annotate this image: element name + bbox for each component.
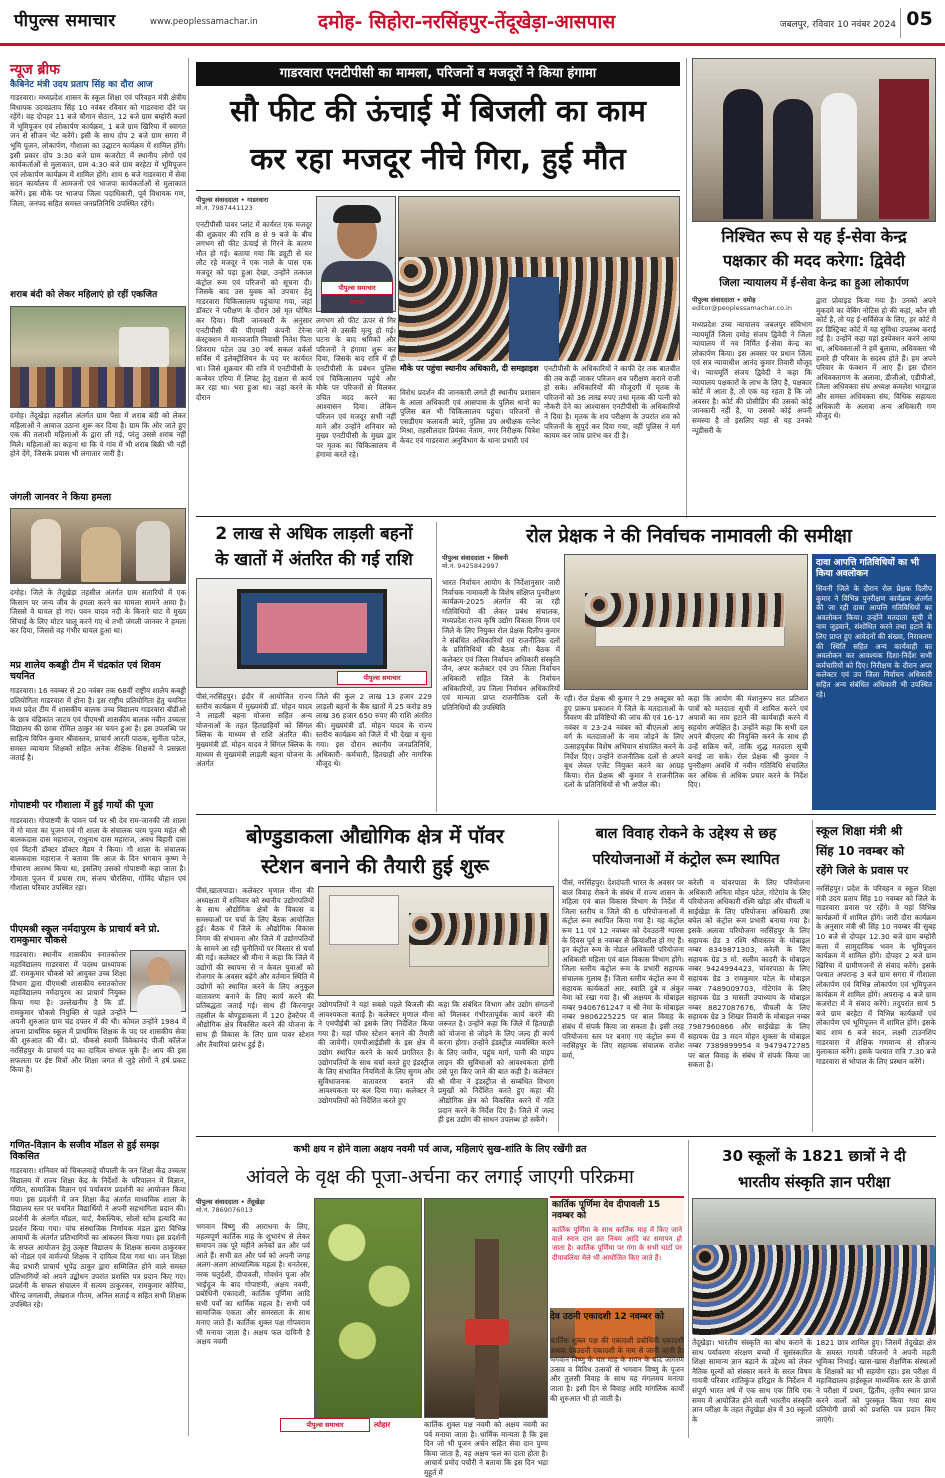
minister-headline-2: सिंह 10 नवम्बर को xyxy=(816,844,905,858)
amla-logo: पीपुल्स समाचार xyxy=(306,1421,344,1429)
masthead xyxy=(0,0,945,46)
brief2-body: दमोह। तेंदूखेड़ा तहसील अंतर्गत ग्राम पैसा में शराब बंदी को लेकर महिलाओं ने आवाज उठाना शुरू कर दिया है। ग्राम कि ओर जाते हुए एक की तलाशी महिलाओं के द्वारा ली गई, परंतु उससे शराब नहीं मिले। महिलाओं का कहना था कि ये गांव में भी शराब बिक्री भी नहीं होने देंगे, जिसके प्रयास भी लगातार जारी है। xyxy=(10,411,186,459)
child-col2: करेली व चांवरपाठा के लिए परियोजना अधिकारी अनिता मोहन पटेल, गोटेगांव के लिए परियोजना अधिकारी रश्मि खोड़ा और चीचली व साईखेड़ा के लिए परियोजना अधिकारी उषा बघेल को कंट्रोल रूम प्रभारी बनाया गया है। इसके अलावा परियोजना नरसिंहपुर के लिए सहायक ग्रेड 3 रश्मि श्रीवास्तव के मोबाइल नम्बर 8349871303, करेली के लिए सहायक ग्रेड 3 मो. सलीम कादरी के मोबाइल नम्बर 9424994423, चांवरपाठा के लिए सहायक ग्रेड 3 रामकुमार पटेल के मोबाइल नम्बर 7489009703, गोटेगांव के लिए सहायक ग्रेड 3 मासती उपाध्याय के मोबाइल नम्बर 8827087676, चीचली के लिए सहायक ग्रेड 3 शिखर तिवारी के मोबाइल नम्बर 7987960866 और साईखेड़ा के लिए सहायक ग्रेड 3 मदन मोहन शुक्ला के मोबाइल नम्बर 7389899954 व 9479472785 पर बाल विवाह के संबंध में संपर्क किया जा सकता है। xyxy=(688,878,810,1070)
brief1-head: कैबिनेट मंत्री उदय प्रताप सिंह का दौरा आज xyxy=(10,80,153,90)
court-byline-name: पीपुल्स संवाददाता • दमोह xyxy=(692,296,756,304)
lead-photo-logo: पीपुल्स समाचार xyxy=(321,281,393,295)
court-col1: मध्यप्रदेश उच्च न्यायालय जबलपुर संविभाग न्यायमूर्ति जिला दमोह संजय द्विवेदी ने जिला न्यायालय में नव निर्मित ई-सेवा केन्द्र का लोकार्पण किया। इस अवसर पर प्रधान जिला एवं सत्र न्यायाधीश आनंद कुमार तिवारी मौजूद थे। न्यायमूर्ति संजय द्विवेदी ने कहा कि न्यायालय पक्षकारों के लाभ के लिए है, पक्षकार कोर्ट में आता है, तो एक यह रहता है कि जो अवसर है। कोर्ट की प्रोसीडिंग की उसको कोई जानकारी नहीं है, या उसको कोई अपनी समस्या है तो इसलिए यहां से यह उनको न्यूडीसरी के xyxy=(692,320,812,435)
lead-col4: एनटीपीसी के अधिकारियों ने काफी देर तक बातचीत की तब कहीं जाकर परिजन शव परीक्षण कराने राजी हो सके। अधिकारियों की मौजूदगी में मृतक के परिजनों को 36 लाख रुपए तथा मृतक की पत्नी को नौकरी देने का आश्वासन एनटीपीसी के अधिकारियों ने दिया है। मृतक के शव परीक्षण के उपरांत शव को परिजनों के सुपुर्द कर दिया गया, वहीं पुलिस ने मर्ग कायम कर जांच प्रारंभ कर दी है। xyxy=(544,364,680,441)
lead-col3: विरोध प्रदर्शन की जानकारी लगते ही स्थानीय प्रशासन के आला अधिकारी एवं आसपास के पुलिस थानों का पुलिस बल भी चिकित्सालय पहुंचा। परिजनों से एसडीएम कलावती ब्यारे, पुलिस उप अधीक्षक रत्नेश मिश्रा, तहसीलदार प्रियंका नेताम, नगर निरीक्षक चित्रेश केवट एवं गाडरवारा अनुविभाग के थाना प्रभारी एवं xyxy=(400,388,540,445)
exam-col2: 1821 छात्र शामिल हुए। जिसमें तेंदूखेड़ा क्षेत्र के समस्त गायत्री परिजनों ने अपनी महती भूमिका निभाई। खास-खास शैक्षणिक संस्थाओं के शिक्षकों का भी सहयोग रहा। इस परीक्षा में महाविद्यालय हाईस्कूल माध्यमिक स्तर के छात्रों ने परीक्षा में प्रथम, द्वितीय, तृतीय स्थान प्राप्त करने वालों को पुरस्कृत किया गया साथ प्रतियोगी छात्रों को प्रशस्ति पत्र प्रदान किए जाएंगे। xyxy=(816,1338,936,1424)
lead-col1: एनटीपीसी पावर प्लांट में कार्यरत एक मजदूर की शुक्रवार की रात्रि 8 से 9 बजे के बीच लगभग सौ फीट ऊंचाई से गिरने के कारण मौत हो गई। बताया गया कि ड्यूटी से घर लौट रहे मजदूर ने एक नाले के पास एक मजदूर को पड़ा हुआ देखा, उन्होंने तत्काल कंट्रोल रूम एवं परिजनों को सूचना दी। जिसके बाद उस युवक को उपचार हेतु गाडरवारा चिकित्सालय पहुंचाया गया, जहां डॉक्टर ने परीक्षण के दौरान उसे मृत घोषित कर दिया। मिली जानकारी के अनुसार एनटीपीसी की पीएमसी कंपनी टेरेन्स कंस्ट्रक्शन में मानवजाति निवासी नितेश पिता शिवराम पटेल उम्र 30 वर्ष सकल वर्कर्स सर्विस में इलेक्ट्रीशियन के पद पर कार्यरत था। जिसे शुक्रवार की रात्रि में एनटीपीसी के कन्वेयर एरिया में लिफ्ट हेतु दक्षता से कार्य कर रहा था। भरा हुआ था। जहां करने के दौरान xyxy=(196,220,312,402)
brief7-head: गणित-विज्ञान के सजीव मॉडल से हुई समझ विकसित xyxy=(10,1140,160,1162)
brief2-head: शराब बंदी को लेकर महिलाएं हो रहीं एकजित xyxy=(10,290,158,300)
brief3-head: जंगली जानवर ने किया हमला xyxy=(10,492,112,503)
roll-mobile: मो.नं. 9425842997 xyxy=(442,562,499,570)
lead-kicker: गाडरवारा एनटीपीसी का मामला, परिजनों व मजदूरों ने किया हंगामा xyxy=(196,62,680,86)
amla-box-body: कार्तिक पूर्णिमा के साथ कार्तिक माह में किए जाने वाले स्नान दान व्रत नियम आदि का समापन हो जाता है। कार्तिक पूर्णिमा पर गंगा के सभी घाटों पर दीपावलिया मेले भी आयोजित किए जाते हैं। xyxy=(552,1226,682,1262)
ladli-photo-logo: पीपुल्स समाचार xyxy=(337,671,427,685)
brief4-head: मप्र शालेय कबड्डी टीम में चंद्रकांत एवं शिवम चयनित xyxy=(10,660,161,682)
roll-box-head: दावा आपत्ति गतिविधियों का भी किया अवलोकन xyxy=(816,558,920,579)
lead-col2: लगभग सौ फीट ऊपर से गिर जाने से उसकी मृत्यु हो गई। घटना के बाद श्रमिकों और परिजनों ने हंगामा शुरू कर दिया, जिसके बाद रात्रि में ही एनटीपीसी के प्रबंधन पुलिस एवं चिकित्सालय पहुंचे और मौके पर परिजनों से मिलकर उचित मदद करने का आश्वासन दिया। लेकिन परिजन एवं मजदूर सभी नहीं माने और उन्होंने शनिवार को मुख्य एनटीपीसी के मुख्य द्वार पर मृतक का चिकित्सालय में हंगामा करते रहे। xyxy=(316,316,396,460)
court-subhead: जिला न्यायालय में ई-सेवा केन्द्र का हुआ लोकार्पण xyxy=(719,277,909,289)
lead-caption-head: मौके पर पहुंचा स्थानीय अधिकारी, दी समझाइश xyxy=(400,364,539,373)
child-col1: पीसं, नरसिंहपुर। देशदंपती भारत के अवसर पर बाल विवाह रोकने के संबंध में राज्य शासन के महिला एवं बाल विकास विभाग के निर्देश में जिला स्तरीय व जिले की 6 परियोजनाओं में कंट्रोल रूम स्थापित किया गया है। यह कंट्रोल रूम 11 एवं 12 नवम्बर को देवउठनी ग्यारस के दिवस पूर्व 8 नवम्बर से क्रियाशील हो गए हैं। इन कंट्रोल रूम के नोडल अधिकारी परियोजना अधिकारी महिला एवं बाल विकास विभाग होंगे। जिला स्तरीय कंट्रोल रूम के प्रभारी सहायक संचालक गुलाब हैं। जिला स्तरीय कंट्रोल रूम में सहायक कार्यकर्ता आर. स्वाति दुबे व अंकुर नेमा को रखा गया है। श्री अक्षयम के मोबाइल नम्बर 9406761247 व श्री नेमा के मोबाइल नम्बर 9806225225 पर बाल विवाह के संबंध में संपर्क किया जा सकता है। इसी तरह परियोजना स्तर पर बनाए गए कंट्रोल रूम में नरसिंहपुर के लिए सहायक संचालक राजेश वर्मा, xyxy=(562,878,684,1060)
roll-byline xyxy=(442,554,560,574)
brief6-head: पीएमश्री स्कूल नर्मदापुरम के प्राचार्य बने प्रो. रामकुमार चौकसे xyxy=(10,924,161,946)
roll-meeting-photo xyxy=(564,554,808,690)
ladli-screen-photo xyxy=(196,578,432,688)
roll-box-body: सिवनी जिले के दौरान रोल प्रेक्षक दिलीप कुमार ने विभिन्न पुनरीक्षण कार्यक्रम अंतर्गत की जा रही दावा आपत्ति गतिविधियों का अवलोकन किया। उन्होंने मतदाता सूची में नाम जुड़वाने, संशोधित करने तथा हटाने के लिए प्राप्त हुए आवेदनों की संख्या, निराकरण की स्थिति सहित अन्य कार्यवाही का अवलोकन कर आवश्यक दिशा-निर्देश सभी कर्मचारियों को दिए। निरीक्षण के दौरान अपर कलेक्टर एवं उप जिला निर्वाचन अधिकारी सहित अन्य संबंधित अधिकारी भी उपस्थित रहे। xyxy=(816,584,932,699)
power-headline-2: स्टेशन बनाने की तैयारी हुई शुरू xyxy=(261,854,489,878)
brief6-body-a xyxy=(10,950,186,1136)
amla-sub-head: देव उठनी एकादशी 12 नवम्बर को xyxy=(550,1312,664,1322)
brief7-body: गाडरवारा। शनिवार को चिकलवाहे चौपाली के जन शिक्षा केंद्र उच्चतर विद्यालय में राज्य शिक्षा केंद्र के निर्देशों के परिपालन में विज्ञान, गणित, सामाजिक विज्ञान एवं पर्यावरण प्रदर्शनी का आयोजन किया गया। इस प्रदर्शनी में जन शिक्षा केंद्र अंतर्गत माध्यमिक शाला के विद्यालय स्तर पर चयनित विद्यार्थियों ने अपनी सहभागिता प्रदान की। प्रदर्शनी के अंतर्गत मॉडल, चार्ट, वैकल्पिक, सोलो स्टोव इत्यादि का प्रदर्शन किया गया। पांच संस्थाजिक निर्णायक मंडल द्वारा विभिन्न आयामों के अंतर्गत प्रतिभागियों का आंकलन किया गया। इस प्रदर्शनी के सफल आयोजन हेतु उत्कृष्ट विद्यालय के शिक्षक सत्यम ठाकुरकर को नोडल एवं वार्मज्यो शिक्षक ने दायित्व दिया गया था। जन शिक्षा केंद्र प्रभारी प्राचार्य भूपेंद्र ठाकुर द्वारा सम्मिलित होने वाले समस्त प्रतिभागियों को अपने उद्बोधन उपरांत प्रशस्ति पत्र प्रदान किए गए। प्रदर्शनी के सफल संचालन में सत्यम ठाकुरकर, रामकुमार कोरिया, धीरेन्द्र जगलावी, लेखराज गौतम, अनिल सताई व सहित सभी शिक्षक उपस्थित रहे। xyxy=(10,1166,186,1310)
lead-rule xyxy=(196,190,680,191)
exam-headline-1: 30 स्कूलों के 1821 छात्रों ने दी xyxy=(722,1147,906,1165)
child-headline-2: परियोजनाओं में कंट्रोल रूम स्थापित xyxy=(592,852,780,868)
place-date: जबलपुर, रविवार 10 नवंबर 2024 xyxy=(779,20,896,30)
left-col-divider xyxy=(188,58,189,1436)
injured-farmer-photo xyxy=(10,508,186,584)
minister-headline-3: रहेंगे जिले के प्रवास पर xyxy=(816,864,909,877)
mid-rule-2 xyxy=(196,814,936,815)
industry-meeting-photo xyxy=(318,886,554,996)
court-byline xyxy=(692,296,812,316)
amla-tag: त्योहार xyxy=(374,1421,391,1429)
amla-byline-name: पीपुल्स संवाददाता • तेंदूखेड़ा xyxy=(196,1198,265,1206)
lead-byline xyxy=(196,196,316,216)
right-col-divider xyxy=(686,58,687,518)
child-minister-divider xyxy=(812,820,813,1132)
ladli-headline-2: के खातों में अंतरित की गई राशि xyxy=(215,550,413,570)
roll-headline: रोल प्रेक्षक ने की निर्वाचक नामावली की समीक्षा xyxy=(526,525,852,547)
court-email: editor@peoplessamachar.co.in xyxy=(692,304,792,312)
brief3-body: दमोह। जिले के तेंदूखेड़ा तहसील अंतर्गत ग्राम सतारियों में एक किसान पर जन्य जीव के हमला करने का मामला सामने आया है। जिससे वे घायल हो गए। पवन यादव नदी के किनारे घाट में मुख्य सिंचाई के लिए मोटर चालू करने गए थे तभी जंगली जानवर ने हमला कर दिया, जिससे वह गंभीर घायल हुआ था। xyxy=(10,588,186,636)
lead-mobile: मो.नं. 7987441123 xyxy=(196,204,253,212)
exam-hall-photo xyxy=(692,1198,936,1334)
minister-body: नरसिंहपुर। प्रदेश के परिवहन व स्कूल शिक्षा मंत्री उदय प्रताप सिंह 10 नवम्बर को जिले के गाडरवारा प्रवास पर रहेंगे। वे यहां विभिन्न कार्यक्रमों में शामिल होंगे। जारी दौरा कार्यक्रम के अनुसार मंत्री श्री सिंह 10 नवम्बर की सुबह 10 बजे से दोपहर 12.30 बजे ग्राम बम्होरी कला में सामुदायिक भवन के भूमिपूजन कार्यक्रम में शामिल होंगे। दोपहर 2 बजे ग्राम खिरिया में ग्रामीणजनों से संवाद करेंगे। इसके पश्चात अपरान्ह 3 बजे ग्राम सगरा में गौशाला लोकार्पण एवं विभिन्न लोकार्पण एवं भूमिपूजन कार्यक्रम में शामिल होंगे। अपरान्ह 4 बजे ग्राम कजरोटा में वे संवाद करेंगे। तदुपरांत सायं 5 बजे ग्राम बरहेटा में विभिन्न कार्यक्रमों एवं लोकार्पण एवं भूमिपूजन में शामिल होंगे। इसके बाद शाम 6 बजे सदन, लक्ष्मी टाउनशिप गाडरवारा में शैक्षिक गणमान्य से सौजन्य मुलाकात करेंगे। इसके पश्चात रात्रि 7.30 बजे गाडरवारा से भोपाल के लिए प्रस्थान करेंगे। xyxy=(816,884,936,1066)
brief4-body: गाडरवारा। 16 नवम्बर से 20 नवंबर तक 68वीं राष्ट्रीय शालेय कबड्डी प्रतियोगिता गाडरवारा में होना है। इस राष्ट्रीय प्रतियोगिता हेतु चयनित मध्य प्रदेश टीम में शासकीय बालक उच्च विद्यालय गाडरवारा बीडीओ के छात्र चंद्रिकांत जाटव एवं पीएमश्री शासकीय बालक नवीन उच्चतर विद्यालय की छात्रा रोमिल ठाकुर का चयन हुआ है। इस उपलब्धि पर साहित्य विपिन कुमार श्रीवास्तव, प्राचार्य आरती पाठक, सुनीता पटेल, समस्त व्यायाम शिक्षकों सहित अनेक शैक्षिक शिक्षकों ने प्रसन्नता जताई है। xyxy=(10,686,186,763)
amla-logo-strip xyxy=(280,1418,370,1432)
amla-mobile: मो.नं. 7869076013 xyxy=(196,1206,253,1214)
court-inauguration-photo xyxy=(692,58,936,222)
page-number: 05 xyxy=(900,8,938,38)
roll-side-box xyxy=(812,554,936,810)
power-col1: पीसं,खातापाडा। कलेक्टर मृणाल मीना की अध्यक्षता में शनिवार को स्थानीय उद्योगपतियों के साथ औद्योगिक क्षेत्रों के विकास व समस्याओं पर चर्चा के लिए बैठक आयोजित हुई। बैठक में जिले के औद्योगिक विकास निगम की संभावना और जिले में उद्योगपतियों के सामने आ रही चुनौतियों पर विस्तार से चर्चा की गई। कलेक्टर श्री मीना ने कहा कि जिले में उद्योगों की स्थापना से न केवल युवाओं को रोजगार के अवसर बढ़ेंगे और वर्तमान स्थिति में उद्योगों को स्थापित करने के लिए अनुकूल वातावरण बनाने के लिए कार्य करने की प्रतिबद्धता जताई गई। साथ ही किरनापुर तहसील के बोण्डुडाकला में 120 हेक्टेयर में औद्योगिक क्षेत्र विकसित करने की योजना के साथ ही विकास के लिए ग्राम पावर स्टेशन और तैयारियां प्रारंभ हुई हैं। xyxy=(196,886,314,1049)
brief5-body: गाडरवारा। गोपाष्टमी के पावन पर्व पर श्री देव राम-जानकी जी शाला में गो माता का पूजन एवं गौ शाला के संचालक परम पूज्य महंत श्री बालकदास दास महाराज, राधुनाथ दास महाराज, अवध बिहारी दास एवं विटनी डॉक्टर डॉक्टर मैडम ने किया। गौ शाला के संचालक बालकदास महाराज ने बताया कि आज के दिन भगवान कृष्ण ने गौचारण आरम्भ किया था, इसलिए उसको गोपाष्टमी कहा जाता है। गौमाता पूजन में प्रयास राम, संजय चौरसिया, गोविंद चौहान एवं गौशाला परिवार उपस्थित रहा। xyxy=(10,816,186,893)
liquor-protest-photo xyxy=(10,306,186,408)
protest-crowd-photo xyxy=(398,196,680,360)
ladli-headline-1: 2 लाख से अधिक लाड़ली बहनों xyxy=(215,524,413,544)
amla-kicker: कभी क्षय न होने वाला अक्षय नवमी पर्व आज, महिलाएं सुख-शांति के लिए रखेंगी व्रत xyxy=(293,1144,587,1155)
amla-col1: भगवान विष्णु की आराधना के लिए, महत्वपूर्ण कार्तिक माह के शुभारंभ से लेकर समापन तक पूरे महीने अनेकों व्रत और पर्व आते हैं। सभी व्रत और पर्व को अपनी जगह अलग-अलग आध्यात्मिक महत्व है। धनतेरस, नरक चतुर्दशी, दीपावली, गोवर्धन पूजा और भाईदूज के बाद गोपाष्टमी, अक्षय नवमी, प्रबोधिनी एकादशी, कार्तिक पूर्णिमा आदि सभी पर्वों का धार्मिक महत्व है। सभी पर्व सामाजिक एकता और समरसता के साथ मनाए जाते हैं। कार्तिक शुक्ल पक्ष गोपवराम भी मनाया जाता है। अक्षय फल दायिनी है अक्षय नवमी xyxy=(196,1222,310,1347)
minister-headline-1: स्कूल शिक्षा मंत्री श्री xyxy=(816,824,903,838)
exam-col1: तेंदूखेड़ा। भारतीय संस्कृति का बोध कराने के साथ पर्यावरण संरक्षण बच्चों में सुसंस्कारित शिक्षा सामान्य ज्ञान बढ़ाने के उद्देश्य को लेकर नैतिक मूल्यों को संस्कार करने के सरल विषय गायत्री परिवार शांतिकुंज हरिद्वार के निर्देशन में संपूर्ण भारत वर्ष में एक साथ एक तिथि एक समय में आयोजित होने वाली भारतीय संस्कृति ज्ञान परीक्षा के तहत तेंदूखेड़ा क्षेत्र में 30 स्कूलों के xyxy=(692,1338,812,1424)
brief1-body: गाडरवारा। मध्यप्रदेश शासन के स्कूल शिक्षा एवं परिवहन मंत्री क्षेत्रीय विधायक उदयप्रताप सिंह 10 नवंबर रविवार को गाडरवारा दौरे पर रहेंगे। वह दोपहर 11 बजे चौगान सेठान, 12 बजे ग्राम बम्होरी कलां में भूमिपूजन एवं लोकार्पण कार्यक्रम, 1 बजे ग्राम खिरिया में स्वागत जन से सीजन भेंट करेंगे। इसी के साथ दोप 2 बजे ग्राम सगरा में भूमि पूजन, लोकार्पण, गौशाला का उद्घाटन कार्यक्रम में शामिल होंगे।इसी प्रकार दोप 3:30 बजे ग्राम कजरोटा में स्थानीय लोगों एवं कार्यकर्ताओं से मुलाकात, ग्राम 4:30 बजे ग्राम बरहेटा में भूमिपूजन एवं लोकार्पण कार्यक्रम में शामिल होंगे। शाम 6 बजे गाडरवारा में सेवा सदन कार्यालय में आमजनों एवं भाजपा कार्यकर्ताओं से मुलाकात करेंगे। इस मौके पर भाजपा जिला पदाधिकारी, पूर्व विधायक गण, जिला, जनपद सहित समस्त जनप्रतिनिधि उपस्थित रहेंगे। xyxy=(10,93,186,208)
lead-headline-2: कर रहा मजदूर नीचे गिरा, हुई मौत xyxy=(250,142,626,177)
mid-rule-1 xyxy=(196,516,936,517)
roll-col3: कहा कि आयोग की मंशानुरूप सत प्रतिशत पात्रों को मतदाता सूची में शामिल करने एवं अपात्रों का नाम हटाने की कार्यवाही करने में सहयोग अपेक्षित है। उन्होंने कहा कि सभी दल अपने बीएलए की नियुक्ति करने के साथ ही उन्हें सक्रिय करें, ताकि शुद्ध मतदाता सूची बनाई जा सके। रोल प्रेक्षक श्री कुमार ने पुनरीक्षण अवधि में नवीन गतिविधि संचालित कर अधिक से अधिक प्रचार करने के निर्देश दिए। xyxy=(688,694,808,790)
child-headline-1: बाल विवाह रोकने के उद्देश्य से छह xyxy=(595,826,777,842)
principal-portrait xyxy=(130,950,186,1012)
amla-byline xyxy=(196,1198,314,1218)
mid-rule-3 xyxy=(196,1136,936,1137)
lead-headline-1: सौ फीट की ऊंचाई में बिजली का काम xyxy=(230,94,646,129)
power-headline-1: बोण्डुडाकला औद्योगिक क्षेत्र में पॉवर xyxy=(246,824,504,848)
power-child-divider xyxy=(558,820,559,1132)
roll-byline-name: पीपुल्स संवाददाता • सिवनी xyxy=(442,554,509,562)
amla-exam-divider xyxy=(688,1140,689,1438)
court-headline-2: पक्षकार की मदद करेगा: द्विवेदी xyxy=(722,251,906,270)
ladli-roll-divider xyxy=(436,522,437,812)
power-col2: उद्योगपतियों ने यहां सबसे पहले बिजली की आवश्यकता बताई है। कलेक्टर मृणाल मीना ने एमपीईबी को इसके लिए निर्देशित किया गया है। यहां पॉवर स्टेशन बनाने की तैयारी की जायेगी। एमपीआईडीसी के इस क्षेत्र में उद्योग स्थापित करने के कार्य प्रगतिरत हैं। उद्योगपतियों के साथ चर्चा करते हुए इंडस्ट्रीज के लिए संभावित नियमितों के लिए सुगम और सुविधाजनक वातावरण बनाने की आवश्यकता पर बल दिया गया। कलेक्टर ने उद्योगपतियों को निर्देशित करते हुए xyxy=(318,1000,434,1105)
power-col3: कहा कि संबंधित विभाग और उद्योग संगठनों को मिलकर गंभीरतापूर्वक कार्य करने की जरूरत है। उन्होंने कहा कि जिले में हितग्राही को योजना से जोड़ने के लिए जल्द ही कार्य करना होगा। उन्होंने इंडस्ट्रीज्ञ व्यवस्थित करने के लिए जमीन, पहुंच मार्ग, पानी की पाइप लाइन की सुविधाओं को आवश्यकता होगी उसे पूरा किए जाने की बात कही है। कलेक्टर श्री मीना ने इंडस्ट्रीज से सम्बंधित विभाग प्रमुखों को निर्देशित करते हुए कहा की औद्योगिक क्षेत्र को विकसित करने में गति प्रदान करने के निर्देश दिए हैं। जिले में जल्द ही इस उद्योग की साधन उपलब्ध हो सकेंगे। xyxy=(438,1000,554,1125)
ladli-col2: जिले की कुल 2 लाख 13 हजार 229 लाड़ली बहनों के बैंक खातों में 25 करोड़ 89 लाख 36 हजार 650 रुपए की राशि अंतरित की। मुख्यमंत्री डॉ. मोहन यादव के राज्य स्तरीय कार्यक्रम को जिले में भी देखा व सुना गया। इस दौरान स्थानीय जनप्रतिनिधि, अधिकारी- कर्मचारी, हितग्राही और नागरिक मौजूद थे। xyxy=(316,692,432,769)
exam-headline-2: भारतीय संस्कृति ज्ञान परीक्षा xyxy=(737,1173,891,1191)
news-brief-title: न्यूज ब्रीफ xyxy=(10,62,60,78)
lead-photo-tag: हादसा xyxy=(349,298,365,306)
amla-fruit-photo xyxy=(314,1198,422,1418)
amla-sub-body: कार्तिक शुक्ल पक्ष की एकादशी प्रबोधिनी एकादशी अथवा देवउठनी एकादशी के नाम से जानी जाती है। भगवान विष्णु के चार माह के शयन के बाद जागरण उत्सव व विविध उत्सवों से भगवान विष्णु के पूजन और तुलसी विवाह के साथ यह मंगलमय मनाया जाता है। इसी दिन से विवाह आदि मांगलिक कार्यों की शुरुआत भी हो जाती है। xyxy=(550,1336,684,1403)
roll-col2: रही। रोल प्रेक्षक श्री कुमार ने 29 अक्टूबर को हुए प्रारूप प्रकाशन में जिले के मतदाताओं के विवरण की प्रविष्टियों की जांच की एवं 16-17 नवंबर व 23-24 नवंबर को बीएलओ आयु वर्ग के मतदाताओं के नाम जोड़ने के लिए उत्साहपूर्वक विशेष अभियान संचालित करने के निर्देश दिए। उन्होंने राजनीतिक दलों से अपने बूथ लेवल एजेंट नियुक्त करने का आग्रह किया। रोल प्रेक्षक श्री कुमार ने राजनीतिक दलों के प्रतिनिधियों से भी अपील की। xyxy=(564,694,684,790)
brief5-head: गोपाष्टमी पर गौशाला में हुई गायों की पूजा xyxy=(10,800,154,811)
amla-box-head: कार्तिक पूर्णिमा देव दीपावली 15 नवम्बर को xyxy=(550,1196,684,1224)
victim-portrait xyxy=(316,196,396,312)
edition-title: दमोह- सिहोरा-नरसिंहपुर-तेंदूखेड़ा-आसपास xyxy=(318,11,616,33)
court-col2: द्वारा प्रोवाइड किया गया है। उनको अपने मुकदमे का वेबिंग नोटिस हो की कहां, कौन सी कोर्ट है, तो यह ई-सर्विसेज के लिए, हर कोर्ट में हर डिस्ट्रिक्ट कोर्ट में यह सुविधा उपलब्ध कराई गई है। उन्होंने कहा यहां इस्पेक्शन करने आया था, अधिवक्ताओं ने हमें बुलाया, अधिवक्ता भी हमारे ही परिवार के सदस्य होते हैं। हम अपने परिवार के फंक्शन में आए हैं। इस दौरान अधिवक्तागण के अलावा, डीजीओ, एडीपीओ, जिला अधिवक्ता संघ अध्यक्ष कमलेश भारद्वाज और समस्त अधिवक्ता संघ, विधिक सहायता अधिकारी के अलावा अन्य अधिकारी गण मौजूद थे। xyxy=(816,296,936,421)
brand-name: पीपुल्स समाचार xyxy=(14,11,116,31)
court-headline-1: निश्चित रूप से यह ई-सेवा केन्द्र xyxy=(721,227,907,246)
roll-col1: भारत निर्वाचन आयोग के निर्देशानुसार जारी निर्वाचक नामावली के विशेष संक्षिप्त पुनरीक्षण कार्यक्रम-2025 अंतर्गत की जा रही गतिविधियों की लेकर प्रबंध संचालक, मध्यप्रदेश राज्य कृषि उद्योग विकास निगम एवं जिले के लिए नियुक्त रोल प्रेक्षक दिलीप कुमार ने संबंधित अधिकारियों एवं राजनीतिक दलों के प्रतिनिधियों की बैठक ली। बैठक में कलेक्टर एवं जिला निर्वाचन अधिकारी संस्कृति जैन, अपर कलेक्टर एवं उप जिला निर्वाचन अधिकारी सहित जिले के निर्वाचन अधिकारियों, उप जिला निर्वाचन अधिकारियों एवं मान्यता प्राप्त राजनीतिक दलों के प्रतिनिधियों की उपस्थिति xyxy=(442,578,560,712)
brief6-body: गाडरवारा। स्थानीय शासकीय स्नातकोत्तर महाविद्यालय गाडरवारा में पदस्थ प्राध्यापक डॉ. रामकुमार चौकसे को आयुक्त उच्च शिक्षा विभाग द्वारा पीएमश्री शासकीय स्नातकोत्तर महाविद्यालय नर्मदापुरम का प्राचार्य नियुक्त किया गया है। उल्लेखनीय है कि डॉ. रामकुमार चौकसे नियुक्ति से पहले उन्होंने अपनी शुरुआत ग्राम चंद्र दफ्तर में की थी। कोमल उन्होंने 1984 में अपना प्राथमिक स्कूल में प्राथमिक शिक्षक के पद पर शासकीय सेवा की शुरुआत की थी। प्रो. चौकसे स्वामी विवेकानंद पीजी कॉलेज नरसिंहपुर के प्राचार्य पद का दायित्व संभाल चुके हैं। आप की इस सफलता पर ईष्ट मित्रों और शिक्षा जगत से जुड़े लोगों ने हर्ष प्रकट किया है। xyxy=(10,950,186,1075)
amla-box xyxy=(550,1196,684,1308)
website: www.peoplessamachar.in xyxy=(150,17,258,27)
amla-tree-photo xyxy=(424,1198,548,1418)
lead-byline-name: पीपुल्स संवाददाता • गाडरवारा xyxy=(196,196,269,204)
amla-col2: कार्तिक शुक्ल पक्ष नवमी को अक्षय नवमी का पर्व मनाया जाता है। धार्मिक मान्यता है कि इस दिन जो भी पूजन अर्चन सहित सेवा दान पुण्य किया जाता है, वह अक्षय फल का दाता होता है। आचार्य प्रमोद पचौरी ने बताया कि इस दिन भद्रा मुहूर्त में xyxy=(424,1420,548,1477)
ladli-col1: पीसं,नरसिंहपुर। इंदौर में आयोजित राज्य स्तरीय कार्यक्रम में मुख्यमंत्री डॉ. मोहन यादव ने लाड़ली बहना योजना सहित अन्य योजनाओं के तहत हितग्राहियों को सिंगल क्लिक के माध्यम से राशि अंतरित की। मुख्यमंत्री डॉ. मोहन यादव ने सिंगल क्लिक के माध्यम से मुख्यमंत्री लाड़ली बहना योजना के अंतर्गत xyxy=(196,692,312,769)
amla-headline: आंवले के वृक्ष की पूजा-अर्चना कर लगाई जाएगी परिक्रमा xyxy=(246,1166,634,1188)
